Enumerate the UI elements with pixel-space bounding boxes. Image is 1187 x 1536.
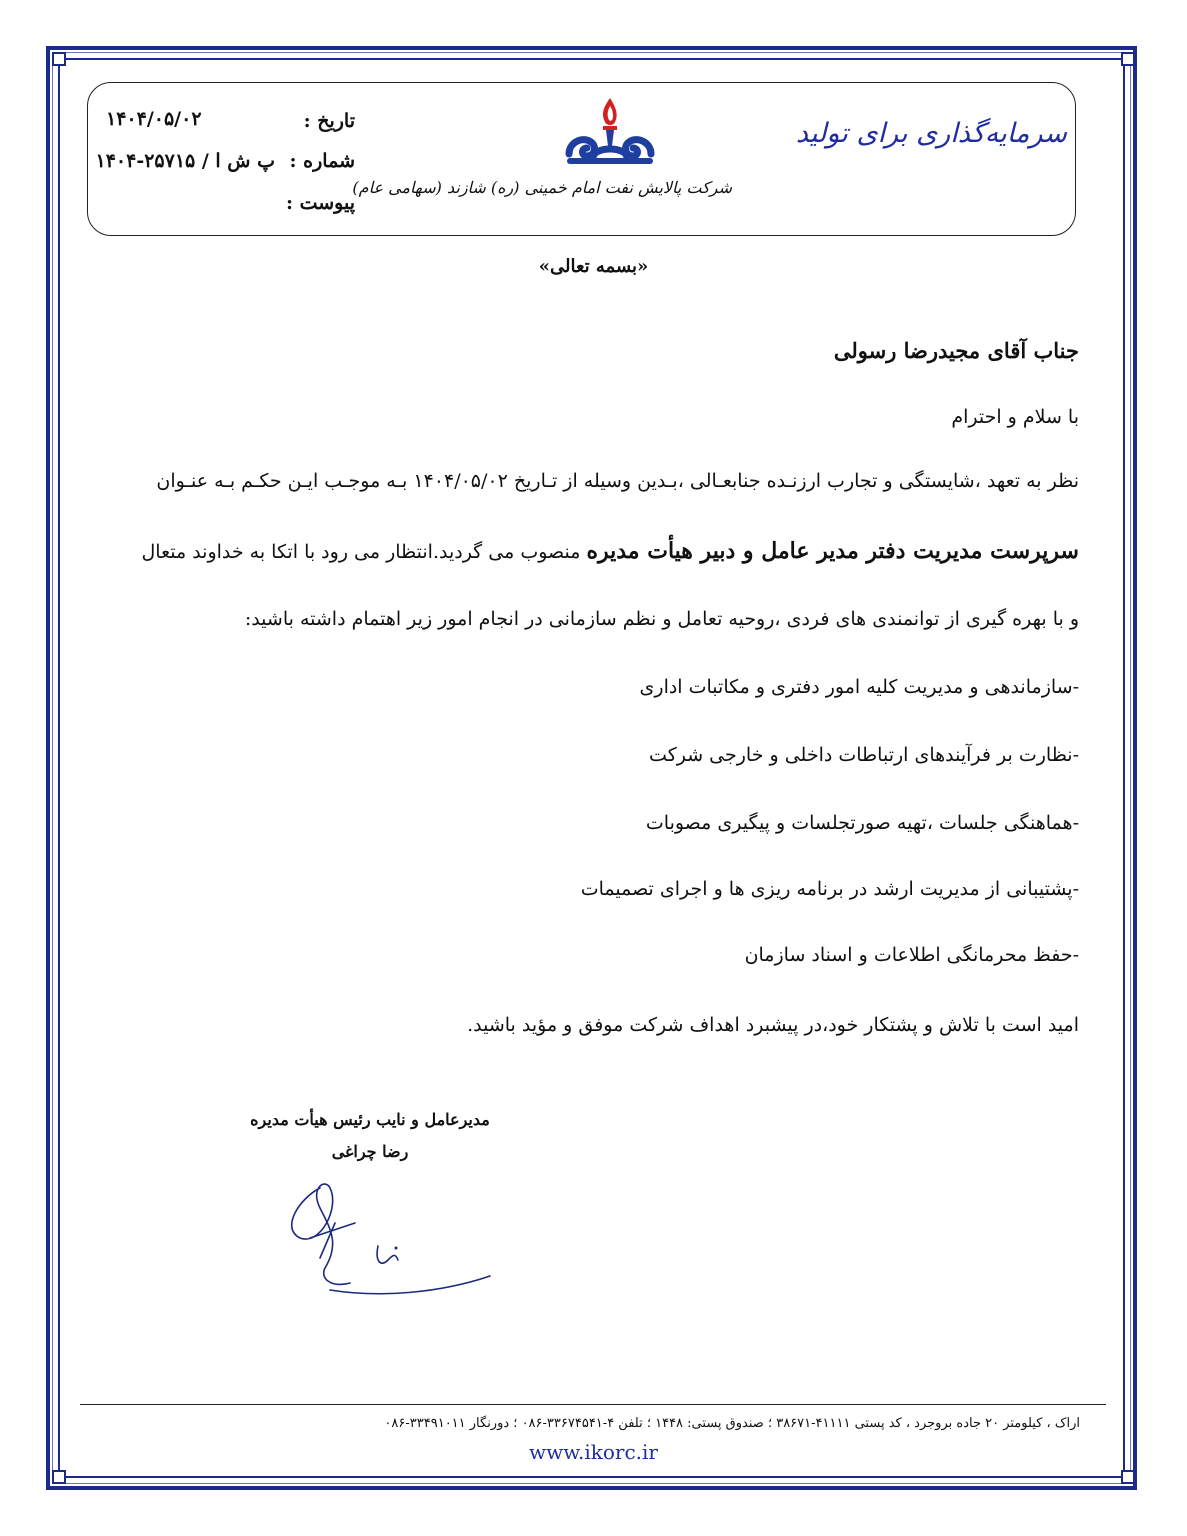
date-value: ۱۴۰۴/۰۵/۰۲ (106, 108, 202, 130)
duty-item: -سازماندهی و مدیریت کلیه امور دفتری و مکاتبات اداری (639, 676, 1079, 698)
paragraph-line-1: نظر به تعهد ،شایستگی و تجارب ارزنـده جنابعـالی ،بـدین وسیله از تـاریخ ۱۴۰۴/۰۵/۰۲ بـه موجـب ایـن حکـم بـه عنـوان (156, 470, 1079, 492)
nioc-logo-icon (563, 96, 657, 168)
attachment-label: پیوست : (285, 192, 355, 214)
paragraph-line-3: و با بهره گیری از توانمندی های فردی ،روحیه تعامل و نظم سازمانی در انجام امور زیر اهتمام داشته باشید: (244, 608, 1079, 630)
frame-corner-top-left (52, 52, 66, 66)
footer-divider (80, 1404, 1106, 1405)
footer-address: اراک ، کیلومتر ۲۰ جاده بروجرد ، کد پستی ۴۱۱۱۱-۳۸۶۷۱ ؛ صندوق پستی: ۱۴۴۸ ؛ تلفن ۴-۳۳۶۷۴۵۴۱-۰۸۶ ؛ دورنگار ۳۳۴۹۱۰۱۱-۰۸۶ (384, 1416, 1080, 1431)
basmala: «بسمه تعالی» (538, 256, 649, 277)
frame-corner-bottom-left (52, 1470, 66, 1484)
greeting: با سلام و احترام (951, 406, 1079, 428)
handwritten-signature (280, 1168, 500, 1308)
frame-corner-bottom-right (1121, 1470, 1135, 1484)
closing-line: امید است با تلاش و پشتکار خود،در پیشبرد اهداف شرکت موفق و مؤید باشید. (467, 1014, 1079, 1036)
slogan: سرمایه‌گذاری برای تولید (795, 118, 1067, 149)
recipient: جناب آقای مجیدرضا رسولی (833, 338, 1079, 363)
number-label: شماره : (289, 150, 355, 172)
duty-item: -هماهنگی جلسات ،تهیه صورتجلسات و پیگیری مصوبات (645, 812, 1079, 834)
signatory-title: مدیرعامل و نایب رئیس هیأت مدیره (250, 1110, 490, 1129)
signatory-name: رضا چراغی (331, 1142, 409, 1161)
duty-item: -نظارت بر فرآیندهای ارتباطات داخلی و خارجی شرکت (649, 744, 1079, 766)
appointment-title: سرپرست مدیریت دفتر مدیر عامل و دبیر هیأت مدیره (586, 538, 1079, 564)
frame-corner-top-right (1121, 52, 1135, 66)
paragraph-line-2-rest: منصوب می گردید.انتظار می رود با اتکا به خداوند متعال (141, 541, 587, 563)
duty-item: -حفظ محرمانگی اطلاعات و اسناد سازمان (744, 944, 1079, 966)
company-name: شرکت پالایش نفت امام خمینی (ره) شازند (سهامی عام) (352, 178, 732, 197)
date-label: تاریخ : (303, 110, 355, 132)
website-link[interactable]: www.ikorc.ir (529, 1440, 658, 1464)
paragraph-line-2 (141, 538, 1079, 564)
duty-item: -پشتیبانی از مدیریت ارشد در برنامه ریزی ها و اجرای تصمیمات (580, 878, 1079, 900)
number-value: پ ش ا / ۲۵۷۱۵-۱۴۰۴ (95, 150, 275, 172)
